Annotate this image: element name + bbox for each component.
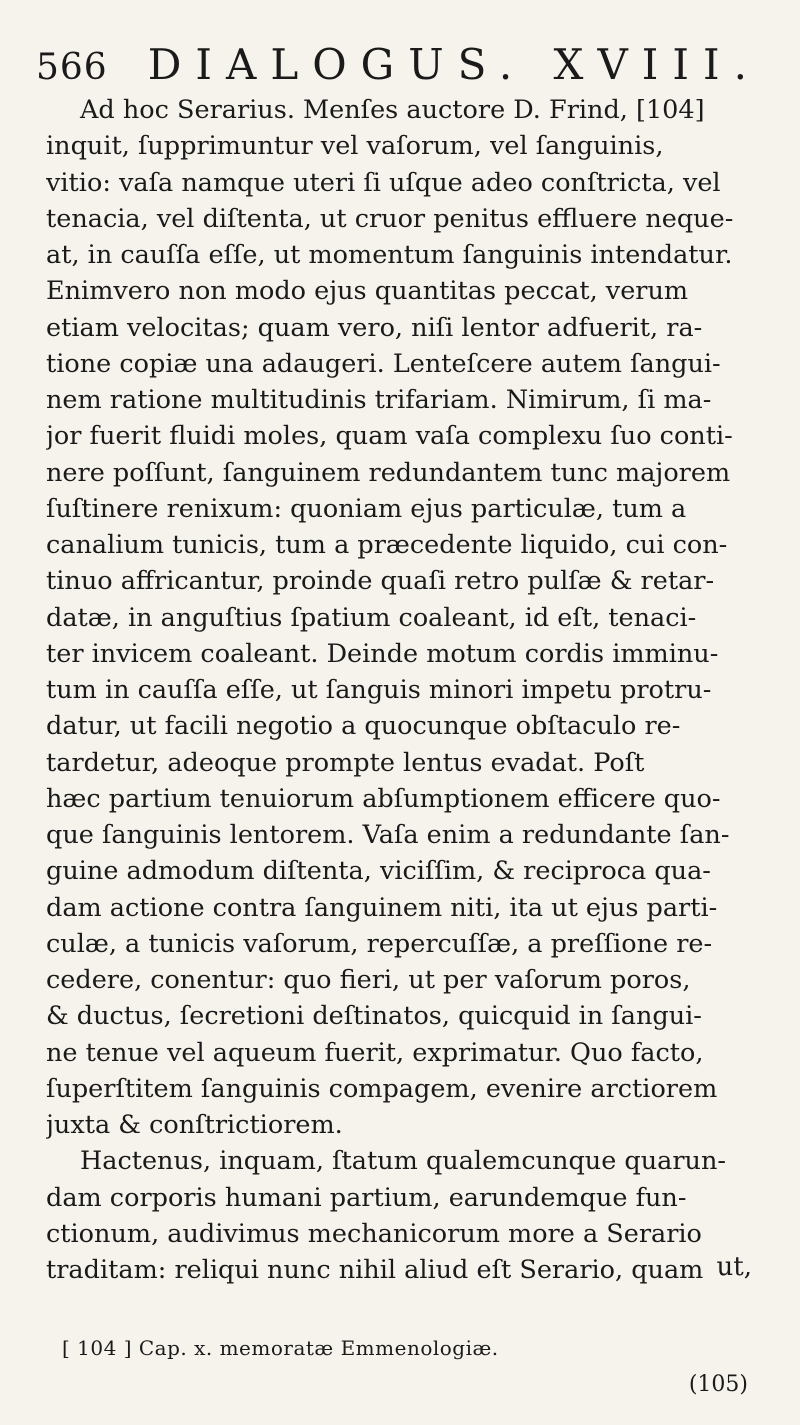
footnote: [ 104 ] Cap. x. memoratæ Emmenologiæ. — [62, 1336, 499, 1360]
text-line: Hactenus, inquam, ſtatum qualemcunque quarun- — [80, 1146, 727, 1177]
text-line: tione copiæ una adaugeri. Lenteſcere autem ſangui- — [46, 348, 721, 379]
text-line: tum in cauſſa eſſe, ut ſanguis minori impetu protru- — [46, 675, 712, 705]
paragraph-1 — [46, 92, 762, 1143]
text-line: Ad hoc Serarius. Menſes auctore D. Frind, [104] — [80, 95, 705, 125]
text-line: datur, ut facili negotio a quocunque obſtaculo re- — [46, 711, 681, 742]
text-line: datæ, in anguſtius ſpatium coaleant, id eſt, tenaci- — [46, 602, 697, 633]
text-line: ſuſtinere renixum: quoniam ejus particulæ, tum a — [46, 493, 687, 524]
text-line: ſuperſtitem ſanguinis compagem, evenire arctiorem — [46, 1073, 718, 1104]
text-line: cedere, conentur: quo fieri, ut per vaſorum poros, — [46, 965, 691, 995]
text-line: ctionum, audivimus mechanicorum more a Serario — [46, 1218, 702, 1249]
text-line: hæc partium tenuiorum abſumptionem efficere quo- — [46, 783, 721, 814]
text-line: & ductus, ſecretioni deſtinatos, quicquid in ſangui- — [46, 1001, 702, 1032]
text-line: guine admodum diſtenta, viciſſim, & reciproca qua- — [46, 856, 711, 887]
paragraph-2 — [46, 1143, 762, 1288]
text-line: nem ratione multitudinis trifariam. Nimirum, ſi ma- — [46, 385, 712, 415]
text-line: tinuo affricantur, proinde quaſi retro pulſæ & retar- — [46, 566, 715, 597]
text-line: canalium tunicis, tum a præcedente liquido, cui con- — [46, 530, 728, 560]
main-text — [46, 92, 762, 1288]
running-head: DIALOGUS. XVIII. — [147, 40, 761, 89]
text-line: inquit, ſupprimuntur vel vaſorum, vel ſanguinis, — [46, 131, 664, 162]
footnote-continuation-mark: (105) — [688, 1372, 748, 1397]
text-line: que ſanguinis lentorem. Vaſa enim a redundante ſan- — [46, 820, 730, 850]
text-line: vitio: vaſa namque uteri ſi uſque adeo conſtricta, vel — [46, 167, 721, 198]
text-line: Enimvero non modo ejus quantitas peccat, verum — [46, 276, 689, 307]
page-number: 566 — [36, 47, 108, 88]
text-line: etiam velocitas; quam vero, niſi lentor adfuerit, ra- — [46, 312, 703, 343]
catchword: ut, — [716, 1252, 752, 1282]
page-header — [36, 40, 761, 100]
text-line: ter invicem coaleant. Deinde motum cordis imminu- — [46, 638, 719, 669]
text-line: tenacia, vel diſtenta, ut cruor penitus effluere neque- — [46, 203, 734, 234]
text-line: jor fuerit fluidi moles, quam vaſa complexu ſuo conti- — [46, 421, 733, 452]
text-line: ne tenue vel aqueum fuerit, exprimatur. Quo facto, — [46, 1037, 704, 1068]
text-line: nere poſſunt, ſanguinem redundantem tunc majorem — [46, 457, 731, 488]
text-line: juxta & conſtrictiorem. — [46, 1110, 343, 1140]
text-line: dam corporis humani partium, earundemque fun- — [46, 1182, 687, 1213]
text-line: tardetur, adeoque prompte lentus evadat. Poſt — [46, 747, 645, 778]
text-line: dam actione contra ſanguinem niti, ita ut ejus parti- — [46, 892, 718, 923]
text-line: culæ, a tunicis vaſorum, repercuſſæ, a preſſione re- — [46, 928, 713, 959]
text-line: traditam: reliqui nunc nihil aliud eſt Serario, quam — [46, 1255, 704, 1285]
text-line: at, in cauſſa eſſe, ut momentum ſanguinis intendatur. — [46, 240, 733, 270]
